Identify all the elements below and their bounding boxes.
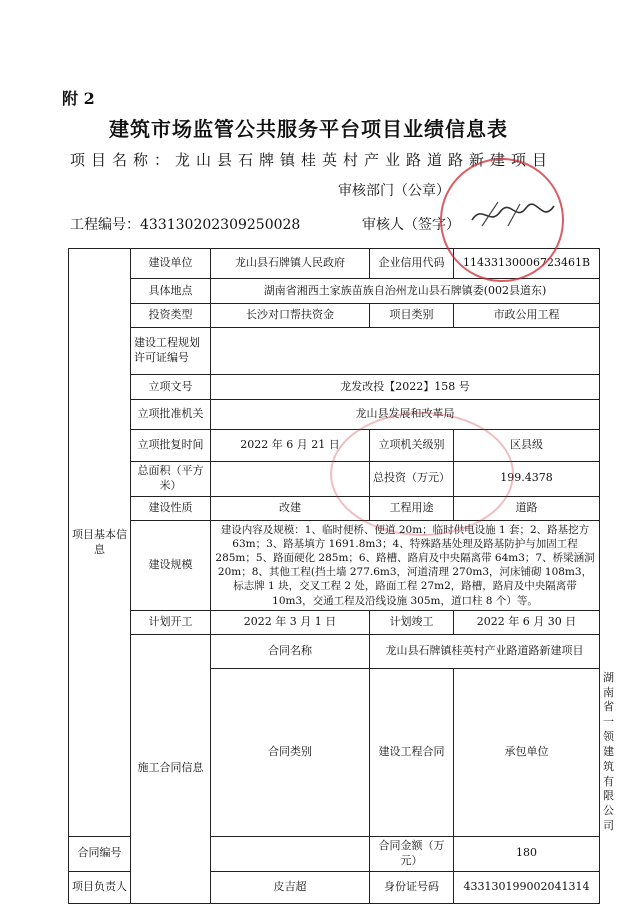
project-category: 市政公用工程 bbox=[454, 304, 600, 328]
approval-doc-label: 立项文号 bbox=[131, 375, 211, 400]
plan-start: 2022 年 3 月 1 日 bbox=[211, 610, 370, 634]
table-row bbox=[69, 304, 600, 328]
project-name-label: 项目名称： bbox=[70, 151, 176, 169]
approval-org-label: 立项批准机关 bbox=[131, 400, 211, 430]
table-row bbox=[69, 430, 600, 462]
auditor-label: 审核人（签字） bbox=[362, 217, 460, 233]
contract-name-label: 合同名称 bbox=[211, 634, 370, 668]
contract-amount: 180 bbox=[454, 837, 600, 872]
plan-start-label: 计划开工 bbox=[131, 610, 211, 634]
contract-amount-label: 合同金额（万元） bbox=[370, 837, 454, 872]
contract-name: 龙山县石牌镇桂英村产业路道路新建项目 bbox=[370, 634, 600, 668]
section-basic-info: 项目基本信息 bbox=[69, 249, 131, 837]
table-row bbox=[69, 610, 600, 634]
table-row bbox=[69, 328, 600, 375]
project-category-label: 项目类别 bbox=[370, 304, 454, 328]
nature: 改建 bbox=[211, 496, 370, 520]
table-row bbox=[69, 496, 600, 520]
permit-value bbox=[211, 328, 600, 375]
table-row bbox=[69, 400, 600, 430]
contract-type: 建设工程合同 bbox=[370, 668, 454, 836]
project-number-line bbox=[70, 214, 300, 234]
approval-level-label: 立项机关级别 bbox=[370, 430, 454, 462]
credit-code-label: 企业信用代码 bbox=[370, 249, 454, 279]
table-row bbox=[69, 634, 600, 668]
table-row bbox=[69, 462, 600, 497]
contract-no-label: 合同编号 bbox=[69, 837, 131, 872]
document-title: 建筑市场监管公共服务平台项目业绩信息表 bbox=[109, 117, 508, 141]
performance-info-table bbox=[68, 248, 614, 904]
table-row: 合同类别 建设工程合同 承包单位 湖南省一领建筑有限公司 bbox=[69, 668, 600, 836]
plan-finish: 2022 年 6 月 30 日 bbox=[454, 610, 600, 634]
usage: 道路 bbox=[454, 496, 600, 520]
approval-time: 2022 年 6 月 21 日 bbox=[211, 430, 370, 462]
signature-mark bbox=[468, 196, 558, 234]
invest-type-label: 投资类型 bbox=[131, 304, 211, 328]
table-row bbox=[69, 520, 600, 610]
approval-level: 区县级 bbox=[454, 430, 600, 462]
area-value bbox=[211, 462, 370, 497]
project-name-line bbox=[70, 149, 553, 170]
table-row bbox=[69, 279, 600, 304]
manager-label: 项目负责人 bbox=[69, 871, 131, 903]
contract-type-label: 合同类别 bbox=[211, 668, 370, 836]
scale-label: 建设规模 bbox=[131, 520, 211, 610]
location: 湖南省湘西土家族苗族自治州龙山县石牌镇委(002县道东) bbox=[211, 279, 600, 304]
credit-code: 11433130006723461B bbox=[454, 249, 600, 279]
appendix-label: 附 2 bbox=[62, 89, 95, 108]
project-number: 433130202309250028 bbox=[140, 217, 301, 233]
manager: 皮吉超 bbox=[211, 871, 370, 903]
section-contract-info: 施工合同信息 bbox=[131, 634, 211, 903]
scale-text: 建设内容及规模：1、临时便桥、便道 20m；临时供电设施 1 套；2、路基挖方 63m；3、路基填方 1691.8m3；4、特殊路基处理及路基防护与加固工程 285m；5、路面硬化 285m；6、路槽、路肩及中央隔离带 64m3；7、桥梁涵洞 20m；8、其他工程(挡土墙 277.6m3，河道清理 270m3，河床铺砌 108m3，标志牌 1 块，交叉工程 2 处，路面工程 27m2，路槽，路肩及中央隔离带 10m3，交通工程及沿线设施 305m，道口柱 8 个）等。 bbox=[211, 520, 600, 610]
project-name: 龙山县石牌镇桂英村产业路道路新建项目 bbox=[175, 151, 554, 169]
audit-dept-label: 审核部门（公章） bbox=[338, 183, 450, 199]
project-number-label: 工程编号： bbox=[70, 217, 140, 233]
id-label: 身份证号码 bbox=[370, 871, 454, 903]
table-row bbox=[69, 249, 600, 279]
build-unit: 龙山县石牌镇人民政府 bbox=[211, 249, 370, 279]
approval-org: 龙山县发展和改革局 bbox=[211, 400, 600, 430]
invest-type: 长沙对口帮扶资金 bbox=[211, 304, 370, 328]
approval-doc: 龙发改投【2022】158 号 bbox=[211, 375, 600, 400]
plan-finish-label: 计划竣工 bbox=[370, 610, 454, 634]
total-invest-label: 总投资（万元） bbox=[370, 462, 454, 497]
approval-time-label: 立项批复时间 bbox=[131, 430, 211, 462]
nature-label: 建设性质 bbox=[131, 496, 211, 520]
area-label: 总面积（平方米） bbox=[131, 462, 211, 497]
usage-label: 工程用途 bbox=[370, 496, 454, 520]
location-label: 具体地点 bbox=[131, 279, 211, 304]
total-invest: 199.4378 bbox=[454, 462, 600, 497]
build-unit-label: 建设单位 bbox=[131, 249, 211, 279]
table-row bbox=[69, 375, 600, 400]
contractor-label: 承包单位 bbox=[454, 668, 600, 836]
permit-label: 建设工程规划许可证编号 bbox=[131, 328, 211, 375]
id-number: 433130199002041314 bbox=[454, 871, 600, 903]
